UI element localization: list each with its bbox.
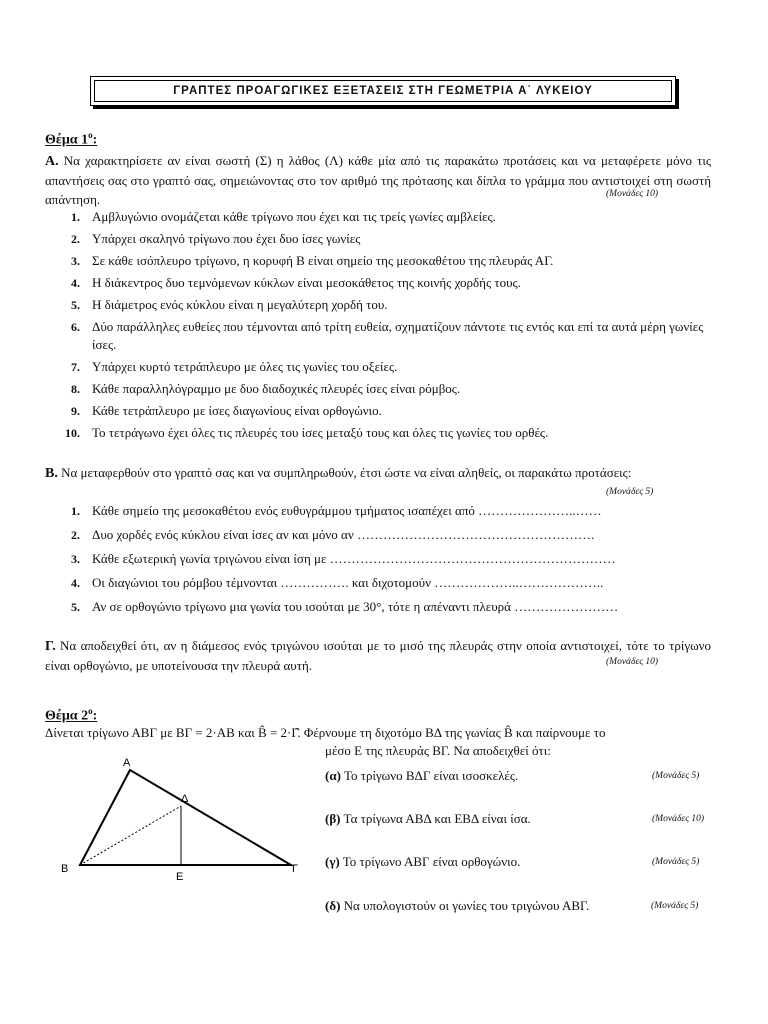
item-text: Αν σε ορθογώνιο τρίγωνο μια γωνία του ισούται με 30°, τότε η απέναντι πλευρά …………………… bbox=[92, 599, 619, 614]
item-number: 10. bbox=[65, 426, 80, 440]
item-text: Κάθε τετράπλευρο με ίσες διαγωνίους είναι ορθογώνιο. bbox=[92, 403, 382, 418]
list-item bbox=[50, 208, 710, 226]
title-box bbox=[90, 76, 676, 106]
part-c-text: Να αποδειχθεί ότι, αν η διάμεσος ενός τριγώνου ισούται με το μισό της πλευράς στην οποία αντιστοιχεί, τότε το τρίγωνο είναι ορθογώνιο, με υποτείνουσα την πλευρά αυτή. bbox=[45, 638, 712, 673]
question-d-label: (δ) bbox=[325, 898, 341, 913]
part-a-label: Α. bbox=[45, 154, 59, 169]
list-item bbox=[50, 358, 710, 376]
part-c-label: Γ. bbox=[45, 639, 56, 654]
item-number: 1. bbox=[71, 504, 80, 518]
question-c bbox=[325, 854, 520, 870]
item-text: Κάθε παραλληλόγραμμο με δυο διαδοχικές πλευρές ίσες είναι ρόμβος. bbox=[92, 381, 461, 396]
theme2-heading bbox=[45, 706, 97, 725]
question-c-label: (γ) bbox=[325, 854, 340, 869]
list-item bbox=[50, 502, 710, 520]
list-item bbox=[50, 380, 710, 398]
theme1-heading-text: Θέμα 1 bbox=[45, 132, 89, 148]
part-c-marks: (Μονάδες 10) bbox=[606, 657, 659, 667]
question-d bbox=[325, 898, 589, 914]
point-d-label: Δ bbox=[181, 793, 189, 805]
vertex-g-label: Γ bbox=[292, 863, 299, 875]
theme2-intro: Δίνεται τρίγωνο ΑΒΓ με ΒΓ = 2·ΑΒ και B̂ = 2·Γ̂. Φέρνουμε τη διχοτόμο ΒΔ της γωνίας B̂ και παίρνουμε το bbox=[45, 725, 606, 740]
item-number: 8. bbox=[71, 382, 80, 396]
item-text: Η διάκεντρος δυο τεμνόμενων κύκλων είναι μεσοκάθετος της κοινής χορδής τους. bbox=[92, 275, 521, 290]
theme1-heading bbox=[45, 130, 97, 149]
list-item bbox=[50, 252, 710, 270]
question-b bbox=[325, 811, 531, 827]
theme2-heading-colon: : bbox=[92, 708, 98, 724]
item-text: Κάθε σημείο της μεσοκαθέτου ενός ευθυγράμμου τμήματος ισαπέχει από …………………..…… bbox=[92, 503, 602, 518]
item-number: 2. bbox=[71, 232, 80, 246]
vertex-a-label: Α bbox=[123, 757, 131, 769]
question-a bbox=[325, 768, 518, 784]
list-item bbox=[50, 424, 710, 442]
item-number: 7. bbox=[71, 360, 80, 374]
list-item bbox=[50, 526, 710, 544]
vertex-b-label: Β bbox=[61, 863, 69, 875]
item-number: 4. bbox=[71, 576, 80, 590]
part-a-marks: (Μονάδες 10) bbox=[606, 189, 659, 199]
item-text: Σε κάθε ισόπλευρο τρίγωνο, η κορυφή Β είναι σημείο της μεσοκαθέτου της πλευράς ΑΓ. bbox=[92, 253, 554, 268]
item-number: 5. bbox=[71, 600, 80, 614]
part-c-text-block bbox=[45, 636, 711, 675]
part-a-instructions bbox=[45, 151, 711, 209]
part-a-text: Να χαρακτηρίσετε αν είναι σωστή (Σ) η λάθος (Λ) κάθε μία από τις παρακάτω προτάσεις και να μεταφέρετε μόνο τις απαντήσεις σας στο γραπτό σας, σημειώνοντας στο τον αριθμό της πρότασης και δίπλα το γράμμα που αντιστοιχεί στη σωστή απάντηση. bbox=[45, 153, 711, 207]
item-text: Υπάρχει σκαληνό τρίγωνο που έχει δυο ίσες γωνίες bbox=[92, 231, 361, 246]
item-text: Κάθε εξωτερική γωνία τριγώνου είναι ίση με ………………………………………………………… bbox=[92, 551, 616, 566]
item-text: Αμβλυγώνιο ονομάζεται κάθε τρίγωνο που έχει και τις τρείς γωνίες αμβλείες. bbox=[92, 209, 496, 224]
list-item bbox=[50, 574, 710, 592]
item-text: Οι διαγώνιοι του ρόμβου τέμνονται ……………. και διχοτομούν ………………..……………….. bbox=[92, 575, 604, 590]
question-b-text: Τα τρίγωνα ΑΒΔ και ΕΒΔ είναι ίσα. bbox=[343, 811, 531, 826]
question-a-marks: (Μονάδες 5) bbox=[652, 771, 700, 781]
list-item bbox=[50, 402, 710, 420]
item-number: 1. bbox=[71, 210, 80, 224]
item-text: Υπάρχει κυρτό τετράπλευρο με όλες τις γωνίες του οξείες. bbox=[92, 359, 398, 374]
theme2-intro-2: μέσο Ε της πλευράς ΒΓ. Να αποδειχθεί ότι: bbox=[325, 743, 551, 758]
item-number: 3. bbox=[71, 552, 80, 566]
question-a-label: (α) bbox=[325, 768, 341, 783]
point-e-label: Ε bbox=[176, 871, 184, 883]
list-item bbox=[50, 230, 710, 248]
item-text: Το τετράγωνο έχει όλες τις πλευρές του ίσες μεταξύ τους και όλες τις γωνίες του ορθές. bbox=[92, 425, 549, 440]
part-b-instructions bbox=[45, 463, 711, 483]
item-text: Δύο παράλληλες ευθείες που τέμνονται από τρίτη ευθεία, σχηματίζουν πάντοτε τις εντός και επί τα αυτά μέρη γωνίες ίσες. bbox=[92, 319, 704, 352]
question-c-text: Το τρίγωνο ΑΒΓ είναι ορθογώνιο. bbox=[342, 854, 521, 869]
list-item bbox=[50, 274, 710, 292]
question-c-marks: (Μονάδες 5) bbox=[652, 857, 700, 867]
triangle-figure bbox=[50, 755, 300, 895]
item-text: Δυο χορδές ενός κύκλου είναι ίσες αν και μόνο αν ………………………………………………. bbox=[92, 527, 595, 542]
item-text: Η διάμετρος ενός κύκλου είναι η μεγαλύτερη χορδή του. bbox=[92, 297, 388, 312]
question-a-text: Το τρίγωνο ΒΔΓ είναι ισοσκελές. bbox=[343, 768, 519, 783]
item-number: 2. bbox=[71, 528, 80, 542]
part-a-list bbox=[50, 208, 710, 446]
theme2-heading-text: Θέμα 2 bbox=[45, 708, 89, 724]
question-d-marks: (Μονάδες 5) bbox=[651, 901, 699, 911]
theme1-heading-sup: ο bbox=[88, 130, 93, 140]
question-d-text: Να υπολογιστούν οι γωνίες του τριγώνου ΑΒΓ. bbox=[343, 898, 590, 913]
item-number: 4. bbox=[71, 276, 80, 290]
list-item bbox=[50, 550, 710, 568]
question-b-label: (β) bbox=[325, 811, 341, 826]
part-b-label: Β. bbox=[45, 466, 58, 481]
list-item bbox=[50, 598, 710, 616]
item-number: 3. bbox=[71, 254, 80, 268]
question-b-marks: (Μονάδες 10) bbox=[652, 814, 705, 824]
list-item bbox=[50, 296, 710, 314]
part-b-marks: (Μονάδες 5) bbox=[606, 487, 654, 497]
item-number: 5. bbox=[71, 298, 80, 312]
theme2-heading-sup: ο bbox=[88, 706, 93, 716]
theme1-heading-colon: : bbox=[92, 132, 98, 148]
list-item bbox=[50, 318, 710, 354]
part-b-text: Να μεταφερθούν στο γραπτό σας και να συμπληρωθούν, έτσι ώστε να είναι αληθείς, οι παρακάτω προτάσεις: bbox=[61, 465, 632, 480]
triangle-abg bbox=[80, 770, 291, 865]
part-b-list bbox=[50, 502, 710, 622]
page-title: ΓΡΑΠΤΕΣ ΠΡΟΑΓΩΓΙΚΕΣ ΕΞΕΤΑΣΕΙΣ ΣΤΗ ΓΕΩΜΕΤΡΙΑ Α΄ ΛΥΚΕΙΟΥ bbox=[94, 80, 672, 102]
item-number: 9. bbox=[71, 404, 80, 418]
item-number: 6. bbox=[71, 320, 80, 334]
